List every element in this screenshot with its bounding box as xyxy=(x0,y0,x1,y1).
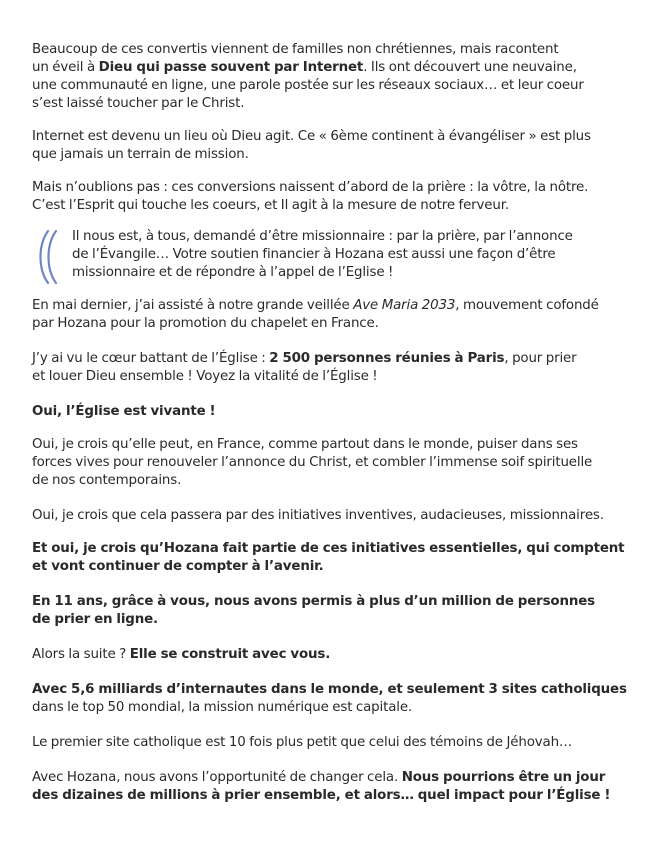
paragraph-internet: Internet est devenu un lieu où Dieu agit. Ce « 6ème continent à évangéliser » est plus que jamais un terrain de mission. xyxy=(32,129,591,162)
paragraph-opportunity: Avec Hozana, nous avons l’opportunité de changer cela. Nous pourrions être un jour des dizaines de millions à prier ensemble, et alors… quel impact pour l’Église ! xyxy=(32,770,611,803)
paragraph-church-alive: Oui, l’Église est vivante ! xyxy=(32,404,216,419)
callout-quote xyxy=(72,228,629,282)
paragraph-prayer: Mais n’oublions pas : ces conversions naissent d’abord de la prière : la vôtre, la nôtre. C’est l’Esprit qui touche les coeurs, et Il agit à la mesure de notre ferveur. xyxy=(32,180,589,213)
paragraph-next: Alors la suite ? Elle se construit avec vous. xyxy=(32,647,331,662)
paragraph-eleven-years: En 11 ans, grâce à vous, nous avons permis à plus d’un million de personnes de prier en ligne. xyxy=(32,594,595,627)
paragraph-converts: Beaucoup de ces convertis viennent de familles non chrétiennes, mais racontent un éveil à Dieu qui passe souvent par Internet. Ils ont découvert une neuvaine, une communauté en ligne, une parole postée sur les réseaux sociaux… et leur coeur s’est laissé toucher par le Christ. xyxy=(32,42,584,111)
paragraph-gathering: J’y ai vu le cœur battant de l’Église : 2 500 personnes réunies à Paris, pour prier et louer Dieu ensemble ! Voyez la vitalité de l’Église ! xyxy=(32,351,577,384)
paragraph-internet-users: Avec 5,6 milliards d’internautes dans le monde, et seulement 3 sites catholiques dans le top 50 mondial, la mission numérique est capitale. xyxy=(32,682,627,715)
paragraph-france: Oui, je crois qu’elle peut, en France, comme partout dans le monde, puiser dans ses forces vives pour renouveler l’annonce du Christ, et combler l’immense soif spirituelle de nos contemporains. xyxy=(32,437,593,488)
paragraph-ave-maria: En mai dernier, j’ai assisté à notre grande veillée Ave Maria 2033, mouvement cofondé par Hozana pour la promotion du chapelet en France. xyxy=(32,298,599,331)
paragraph-hozana-essential: Et oui, je crois qu’Hozana fait partie de ces initiatives essentielles, qui comptent et vont continuer de compter à l’avenir. xyxy=(32,541,625,574)
paragraph-first-site: Le premier site catholique est 10 fois plus petit que celui des témoins de Jéhovah… xyxy=(32,735,573,750)
paragraph-initiatives: Oui, je crois que cela passera par des initiatives inventives, audacieuses, missionnaires. xyxy=(32,508,604,523)
quote-text: Il nous est, à tous, demandé d’être missionnaire : par la prière, par l’annonce de l’Évangile… Votre soutien financier à Hozana est aussi une façon d’être missionnaire et de répondre à l’appel de l’Eglise ! xyxy=(72,229,573,280)
open-quote-parenthesis-icon xyxy=(34,227,64,287)
